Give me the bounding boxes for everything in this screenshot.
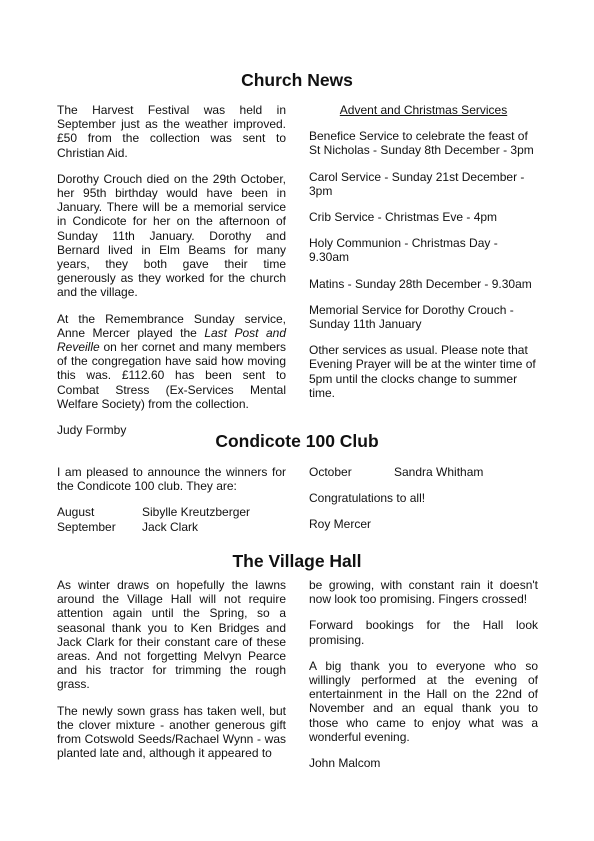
village-hall-heading: The Village Hall (232, 551, 362, 571)
village-hall-signature: John Malcom (309, 756, 381, 771)
church-news-heading: Church News (241, 70, 353, 90)
remembrance-music-title: Last Post and Reveille (57, 325, 286, 355)
club-right-column (309, 465, 538, 532)
grass-paragraph: The newly sown grass has taken well, but the clover mixture - another generous gift from Cotswold Seeds/Rachael Wynn - was planted late and, although it appeared to (57, 703, 286, 761)
winner-row (57, 520, 286, 534)
service-item: Carol Service - Sunday 21st December - 3pm (309, 169, 525, 198)
club-congratulations: Congratulations to all! (309, 491, 426, 506)
remembrance-paragraph (57, 312, 286, 411)
winner-name: Sibylle Kreutzberger (142, 505, 251, 520)
church-news-left-column (57, 103, 286, 437)
winner-row (57, 505, 286, 519)
village-hall-right-column (309, 578, 538, 770)
winner-row (309, 465, 538, 479)
remembrance-text-b: on her cornet and many members of the congregation have said how moving this was. £112.60 has been sent to Combat Stress (Ex-Services Mental Welfare Society) from the collection. (57, 340, 286, 411)
dorothy-paragraph: Dorothy Crouch died on the 29th October, her 95th birthday would have been in January. There will be a memorial service in Condicote for her on the afternoon of Sunday 11th January. Dorothy and Bernard lived in Elm Beams for many years, they both gave their time generously as they worked for the church and the village. (57, 171, 286, 300)
winner-name: Sandra Whitham (394, 465, 484, 479)
winner-month: August (57, 505, 95, 520)
club-heading: Condicote 100 Club (215, 431, 379, 451)
church-news-signature: Judy Formby (57, 423, 127, 438)
church-news-right-column (309, 103, 538, 400)
remembrance-text-a: At the Remembrance Sunday service, Anne Mercer played the (57, 311, 286, 340)
winner-month: October (309, 465, 352, 479)
service-item: Matins - Sunday 28th December - 9.30am (309, 276, 532, 291)
advent-services-subheading: Advent and Christmas Services (339, 103, 508, 117)
village-hall-left-column (57, 578, 286, 760)
grass-continued-paragraph: be growing, with constant rain it doesn't now look too promising. Fingers crossed! (309, 578, 538, 607)
winner-name: Jack Clark (142, 519, 199, 534)
club-intro: I am pleased to announce the winners for the Condicote 100 club. They are: (57, 465, 286, 494)
services-note: Other services as usual. Please note that Evening Prayer will be at the winter time of 5pm until the clocks change to summer time. (309, 343, 536, 400)
service-item: Benefice Service to celebrate the feast of St Nicholas - Sunday 8th December - 3pm (309, 129, 534, 158)
club-signature: Roy Mercer (309, 517, 372, 532)
lawns-paragraph: As winter draws on hopefully the lawns around the Village Hall will not require attention again until the Spring, so a seasonal thank you to Ken Bridges and Jack Clark for their constant care of these areas. And not forgetting Melvyn Pearce and his tractor for trimming the rough grass. (57, 578, 286, 692)
service-item: Memorial Service for Dorothy Crouch - Sunday 11th January (309, 302, 514, 332)
harvest-paragraph: The Harvest Festival was held in September just as the weather improved. £50 from the collection was sent to Christian Aid. (57, 103, 286, 160)
winner-month: September (57, 519, 116, 534)
bookings-paragraph: Forward bookings for the Hall look promising. (309, 618, 538, 647)
service-item: Holy Communion - Christmas Day - 9.30am (309, 236, 498, 265)
thanks-paragraph: A big thank you to everyone who so willingly performed at the evening of entertainment in the Hall on the 22nd of November and an equal thank you to those who came to enjoy what was a wonderful evening. (309, 658, 538, 744)
service-item: Crib Service - Christmas Eve - 4pm (309, 210, 498, 225)
club-left-column (57, 465, 286, 534)
